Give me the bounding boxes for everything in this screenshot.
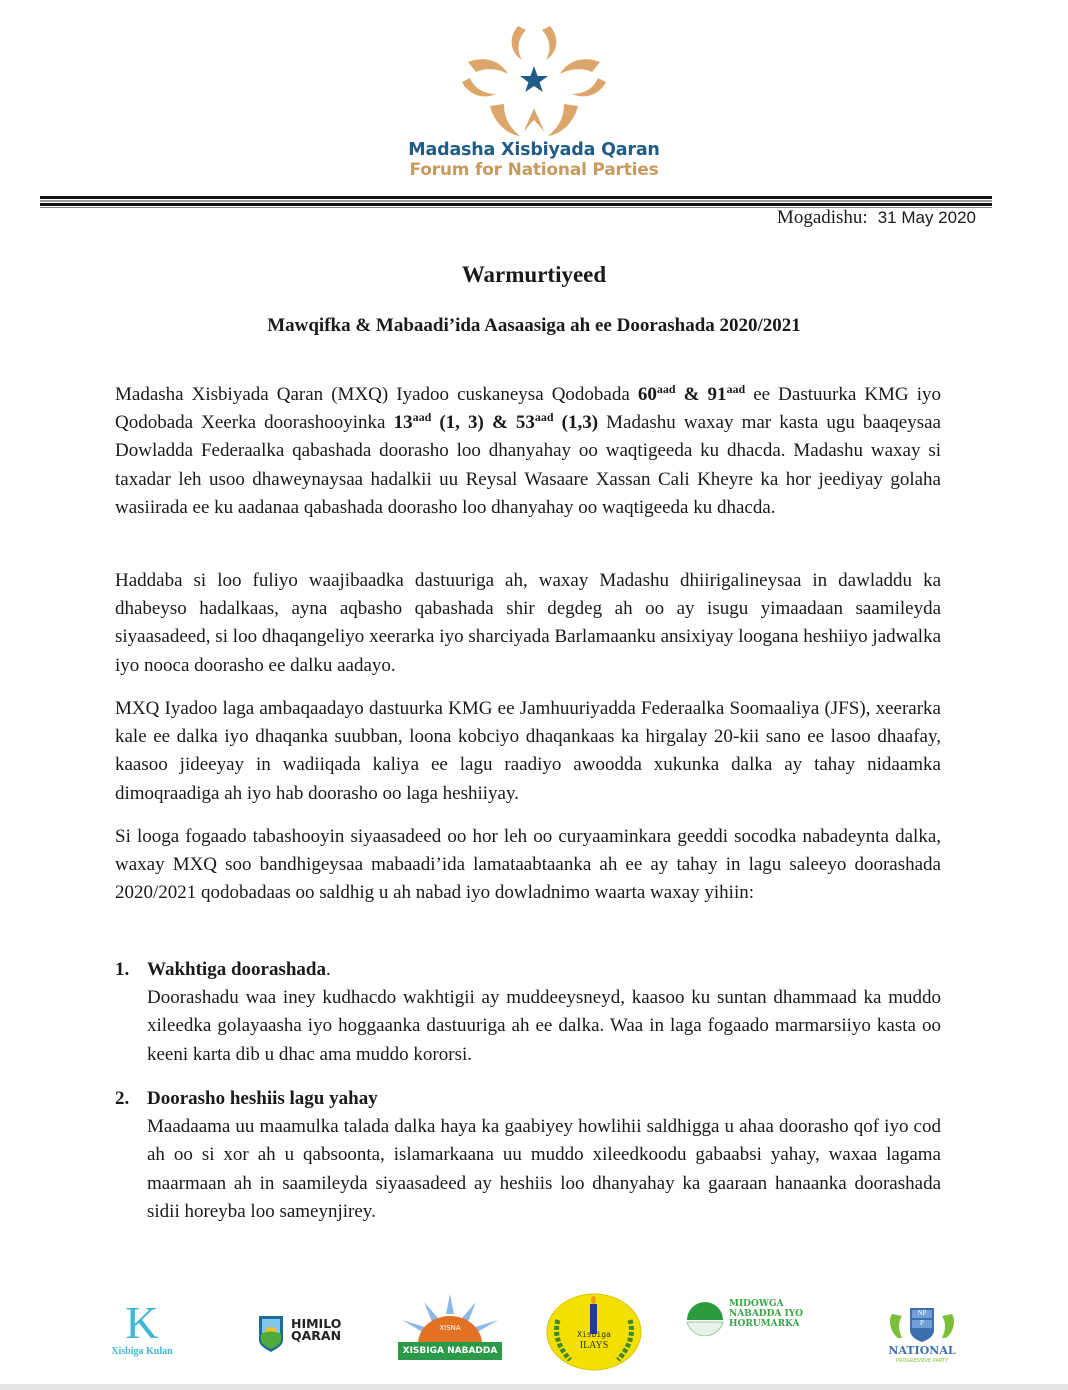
principle-number: 1. — [115, 959, 130, 980]
document-title: Warmurtiyeed — [461, 262, 607, 287]
paragraph-1: Madasha Xisbiyada Qaran (MXQ) Iyadoo cuskaneysa Qodobada $60^{aad}$ & $91^{aad}$ ee Dastuurka KMG iyo Qodobada Xeerka doorashooyinka $13^{aad}$ (1, 3) & $53^{aad}$ (1,3) Madashu waxay mar kasta ugu baaqeysaa Dowladda Federaalka qabashada doorasho loo dhanyahay oo waqtigeeda ku dhacda. Madashu waxay si taxadar leh usoo dhaweynaysaa hadalkii uu Reysal Wasaare Xassan Cali Kheyre ka hor jeediyay golaha wasiirada ee ku aadanaa qabashada doorasho loo dhanyahay oo waqtigeeda ku dhacda. — [115, 382, 941, 518]
logo-xisbiga-ilays: Xisbiga ILAYS — [546, 1290, 642, 1372]
logo-national-progressive-party: NP P NATIONAL PROGRESSIVE PARTY — [886, 1306, 958, 1368]
paragraph-4: Si looga fogaado tabashooyin siyaasadeed oo hor leh oo curyaaminkara geeddi socodka nabadeynta dalka, waxay MXQ soo bandhigeysaa mabaadi’ida lamataabtaanka ah ee ay tahay in lagu saleeyo doorashada 2020/2021 qodobadaas oo saldhig u ah nabad iyo dowladnimo waarta waxay yihiin: — [115, 826, 941, 904]
paragraph-3: MXQ Iyadoo laga ambaqaadayo dastuurka KMG ee Jamhuuriyadda Federaalka Soomaaliya (JFS), xeerarka kale ee dalka iyo dhaqanka suubban, loona kobciyo dhaqankaas ka hirgalay 20-kii sano ee lasoo dhaafay, kaasoo jideeyay in wadiiqada kaliya ee lagu raadiyo awoodda xukunka dalka ay tahay nidaamka dimoqraadiga ah iyo hab doorasho oo laga heshiiyay. — [115, 698, 941, 804]
org-logo — [380, 18, 688, 188]
principle-heading: Doorasho heshiis lagu yahay — [147, 1088, 378, 1109]
logo-himilo-qaran: HIMILO QARAN — [258, 1314, 348, 1358]
principle-heading: Wakhtiga doorashada. — [147, 959, 331, 980]
logo-midowga-nabadda: MIDOWGA NABADDA IYO HORUMARKA — [685, 1300, 815, 1344]
header-divider — [40, 196, 992, 199]
k-letter-icon: K — [125, 1297, 159, 1348]
principle-item — [115, 956, 941, 1069]
dateline-date: 31 May 2020 — [877, 208, 976, 227]
footer-party-logos — [0, 1290, 1068, 1380]
logo-xisbiga-nabadda: XISNA XISBIGA NABADDA — [398, 1294, 502, 1360]
header-divider — [40, 203, 992, 206]
dateline — [777, 207, 976, 229]
principle-text: Doorashadu waa iney kudhacdo wakhtigii ay muddeeysneyd, kaasoo ku suntan dhammaad ka muddo xileedka golayaasha iyo hoggaanka dastuuriga ah ee dalka. Waa in laga fogaado marmarsiiyo kasta oo keeni karta dib u dhac ama muddo kororsi. — [147, 987, 941, 1065]
sunrise-shield-icon — [258, 1314, 284, 1352]
org-name-english: Forum for National Parties — [409, 160, 659, 180]
five-petal-star-logo-icon — [460, 22, 608, 140]
document-subtitle: Mawqifka & Mabaadi’ida Aasaasiga ah ee Doorashada 2020/2021 — [267, 315, 801, 336]
principle-number: 2. — [115, 1088, 130, 1109]
principle-item — [115, 1085, 941, 1226]
org-name-somali: Madasha Xisbiyada Qaran — [408, 140, 660, 160]
sunrise-rays-icon — [398, 1294, 502, 1344]
principle-text: Maadaama uu maamulka talada dalka haya ka gaabiyey howlihii saldhigga u ahaa doorasho qof iyo cod ah oo si xor ah u qabsoonta, islamarkaana uu muddo xileedkoodu gabaabsi yahay, waxaa lagama maarmaan ah in saamileyda siyaasadeed ay heshiis loo dhanyahay ka gaaraan hanaanka doorashada sidii horeyba loo sameynjirey. — [147, 1116, 941, 1222]
logo-xisbiga-kulan: K Xisbiga Kulan — [106, 1302, 178, 1362]
paragraph-2: Haddaba si loo fuliyo waajibaadka dastuuriga ah, waxay Madashu dhiirigalineysaa in dawladdu ka dhabeyso hadalkaas, ayna aqbasho qabashada shir degdeg ah oo ay isugu yimaadaan saamileyda siyaasadeed, si loo dhaqangeliyo xeerarka iyo sharciyada Barlamaanku ansixiyay loogana heshiiyo jadwalka iyo nooca doorasho ee dalku aadayo. — [115, 570, 941, 676]
handshake-globe-icon — [685, 1300, 725, 1336]
dateline-place: Mogadishu: — [776, 207, 868, 228]
blue-star-icon — [520, 66, 548, 92]
page-bottom-edge — [0, 1384, 1068, 1390]
header-divider — [40, 200, 992, 202]
